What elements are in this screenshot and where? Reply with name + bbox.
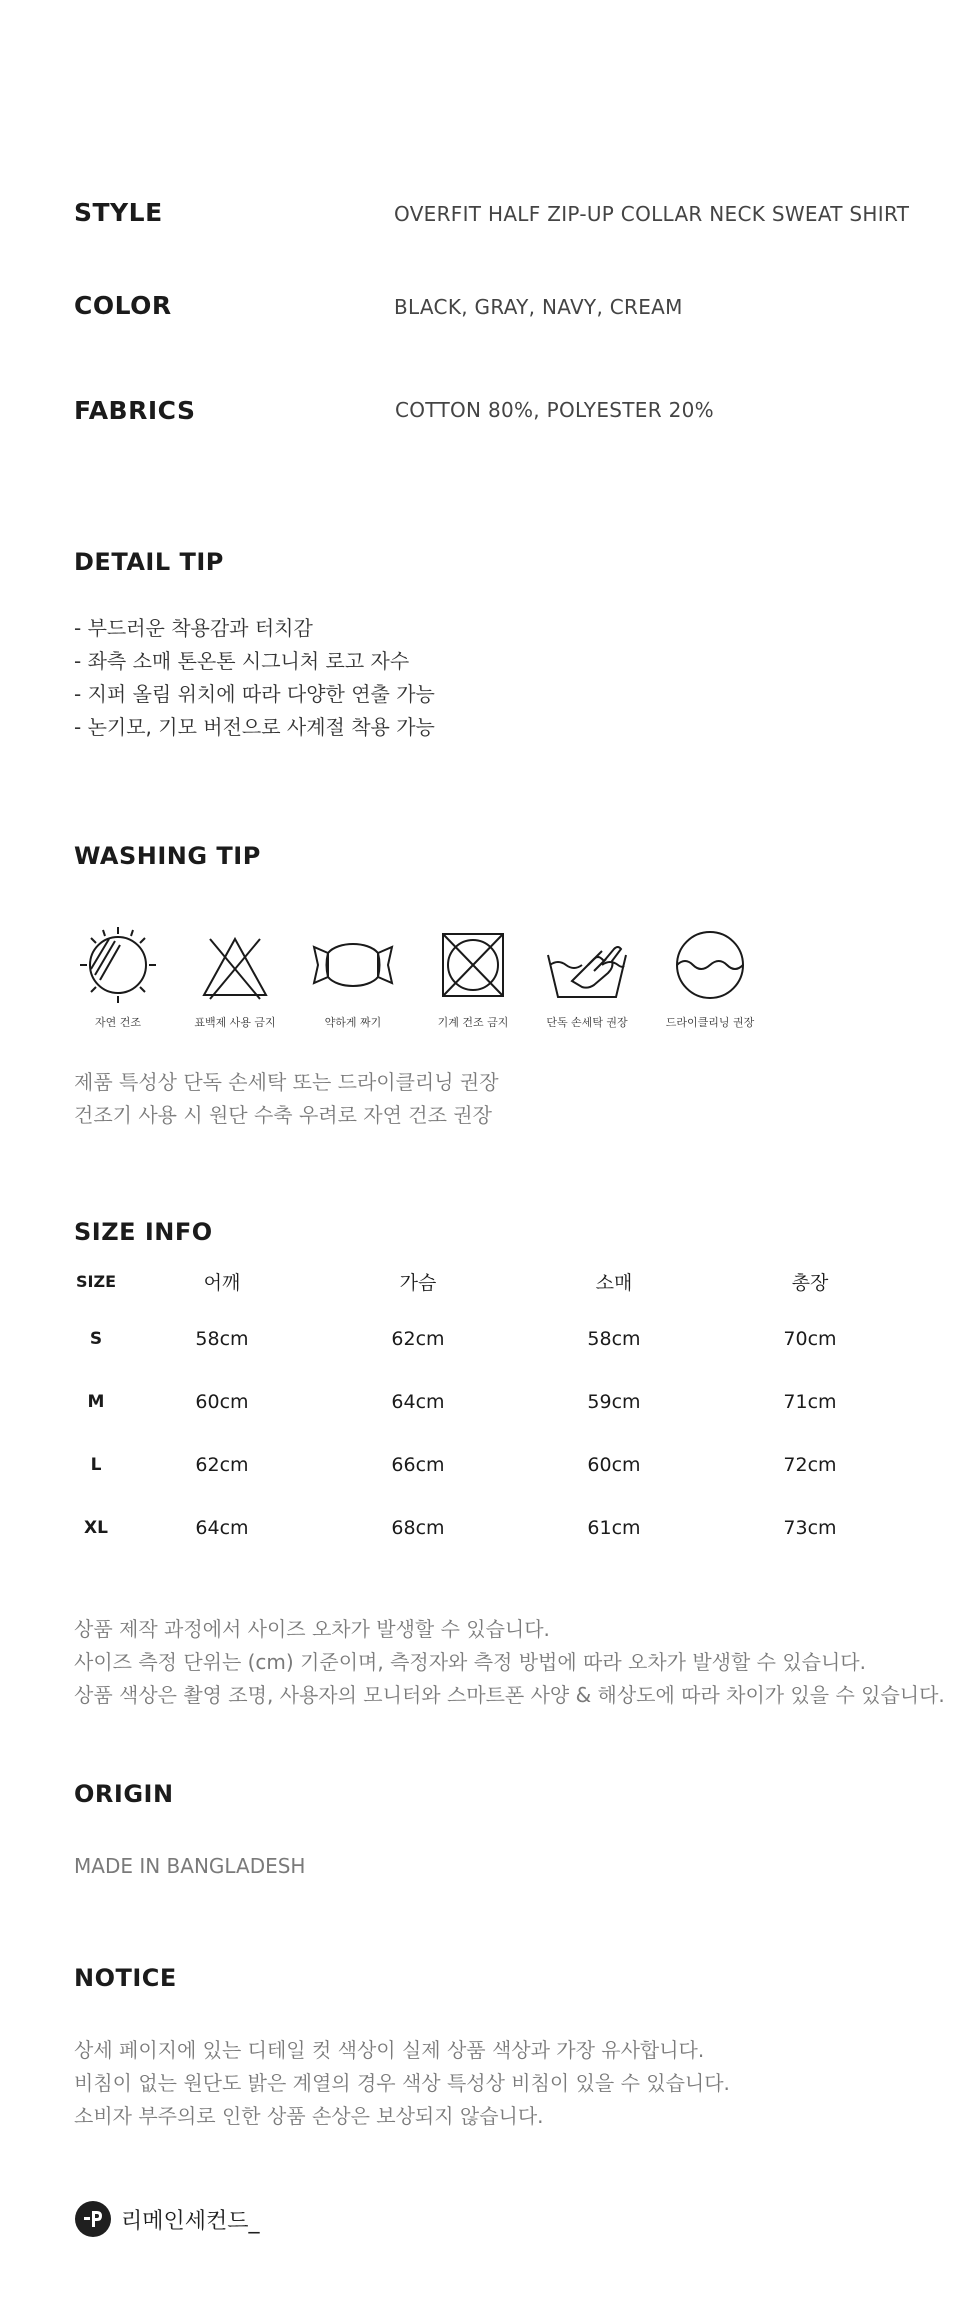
detail-tip-list: [74, 612, 435, 744]
wash-label: 표백제 사용 금지: [194, 1016, 276, 1029]
shoulder-column-header: 어깨: [203, 1271, 241, 1294]
wash-label: 기계 건조 금지: [437, 1016, 509, 1029]
table-cell: 60cm: [195, 1390, 249, 1413]
notice-line: 상세 페이지에 있는 디테일 컷 색상이 실제 상품 색상과 가장 유사합니다.: [74, 2038, 705, 2062]
gentle-wring-icon: [308, 925, 398, 1005]
color-value: BLACK, GRAY, NAVY, CREAM: [394, 295, 683, 319]
size-note: 상품 색상은 촬영 조명, 사용자의 모니터와 스마트폰 사양 & 해상도에 따라 차이가 있을 수 있습니다.: [74, 1683, 945, 1707]
notice-line: 소비자 부주의로 인한 상품 손상은 보상되지 않습니다.: [74, 2104, 544, 2128]
wash-label: 드라이클리닝 권장: [665, 1016, 755, 1029]
washing-note: 제품 특성상 단독 손세탁 또는 드라이클리닝 권장: [74, 1070, 499, 1094]
sleeve-column-header: 소매: [595, 1271, 633, 1294]
notice-heading: NOTICE: [74, 1964, 177, 1992]
style-label: STYLE: [74, 198, 163, 227]
table-cell: 59cm: [587, 1390, 641, 1413]
table-row: [68, 1496, 908, 1559]
brand-name: 리메인세컨드_: [121, 2208, 260, 2234]
fabrics-label: FABRICS: [74, 396, 196, 425]
dry-clean-icon: [665, 925, 755, 1005]
table-cell: 73cm: [783, 1516, 837, 1539]
washing-notes: [74, 1066, 499, 1132]
table-row: [68, 1433, 908, 1496]
fabrics-value: COTTON 80%, POLYESTER 20%: [395, 398, 714, 422]
detail-tip-heading: DETAIL TIP: [74, 548, 224, 576]
origin-heading: ORIGIN: [74, 1780, 174, 1808]
no-tumble-dry-icon: [428, 925, 518, 1005]
notice-list: [74, 2034, 730, 2133]
table-cell: 70cm: [783, 1327, 837, 1350]
table-row: [68, 1370, 908, 1433]
hand-wash-icon: [542, 925, 632, 1005]
table-cell: 72cm: [783, 1453, 837, 1476]
size-cell: L: [90, 1454, 102, 1475]
sun-dry-icon: [73, 925, 163, 1005]
brand-footer: [75, 2201, 260, 2237]
table-cell: 64cm: [195, 1516, 249, 1539]
size-cell: M: [87, 1391, 105, 1412]
size-notes: [74, 1613, 945, 1712]
notice-line: 비침이 없는 원단도 밝은 계열의 경우 색상 특성상 비침이 있을 수 있습니다.: [74, 2071, 730, 2095]
detail-tip-line: - 부드러운 착용감과 터치감: [74, 616, 313, 640]
table-cell: 62cm: [391, 1327, 445, 1350]
wash-label: 약하게 짜기: [324, 1016, 382, 1029]
length-column-header: 총장: [791, 1271, 829, 1294]
size-column-header: SIZE: [75, 1271, 116, 1291]
size-table: [68, 1255, 908, 1559]
table-cell: 68cm: [391, 1516, 445, 1539]
size-info-heading: SIZE INFO: [74, 1218, 213, 1246]
size-table-header: [68, 1255, 908, 1307]
no-bleach-icon: [190, 925, 280, 1005]
table-cell: 58cm: [195, 1327, 249, 1350]
origin-value: MADE IN BANGLADESH: [74, 1854, 306, 1878]
size-note: 사이즈 측정 단위는 (cm) 기준이며, 측정자와 측정 방법에 따라 오차가 발생할 수 있습니다.: [74, 1650, 866, 1674]
chest-column-header: 가슴: [399, 1271, 437, 1294]
color-label: COLOR: [74, 291, 172, 320]
table-cell: 66cm: [391, 1453, 445, 1476]
size-note: 상품 제작 과정에서 사이즈 오차가 발생할 수 있습니다.: [74, 1617, 550, 1641]
table-cell: 62cm: [195, 1453, 249, 1476]
detail-tip-line: - 좌측 소매 톤온톤 시그니처 로고 자수: [74, 649, 410, 673]
table-cell: 60cm: [587, 1453, 641, 1476]
size-cell: XL: [84, 1517, 108, 1538]
detail-tip-line: - 논기모, 기모 버전으로 사계절 착용 가능: [74, 715, 435, 739]
brand-logo-icon: [75, 2201, 111, 2237]
wash-label: 자연 건조: [94, 1016, 141, 1029]
wash-label: 단독 손세탁 권장: [546, 1016, 628, 1029]
washing-tip-heading: WASHING TIP: [74, 842, 261, 870]
detail-tip-line: - 지퍼 올림 위치에 따라 다양한 연출 가능: [74, 682, 435, 706]
size-cell: S: [89, 1328, 103, 1349]
table-cell: 58cm: [587, 1327, 641, 1350]
style-value: OVERFIT HALF ZIP-UP COLLAR NECK SWEAT SHIRT: [394, 202, 910, 226]
washing-note: 건조기 사용 시 원단 수축 우려로 자연 건조 권장: [74, 1103, 492, 1127]
table-cell: 64cm: [391, 1390, 445, 1413]
table-cell: 71cm: [783, 1390, 837, 1413]
table-cell: 61cm: [587, 1516, 641, 1539]
table-row: [68, 1307, 908, 1370]
